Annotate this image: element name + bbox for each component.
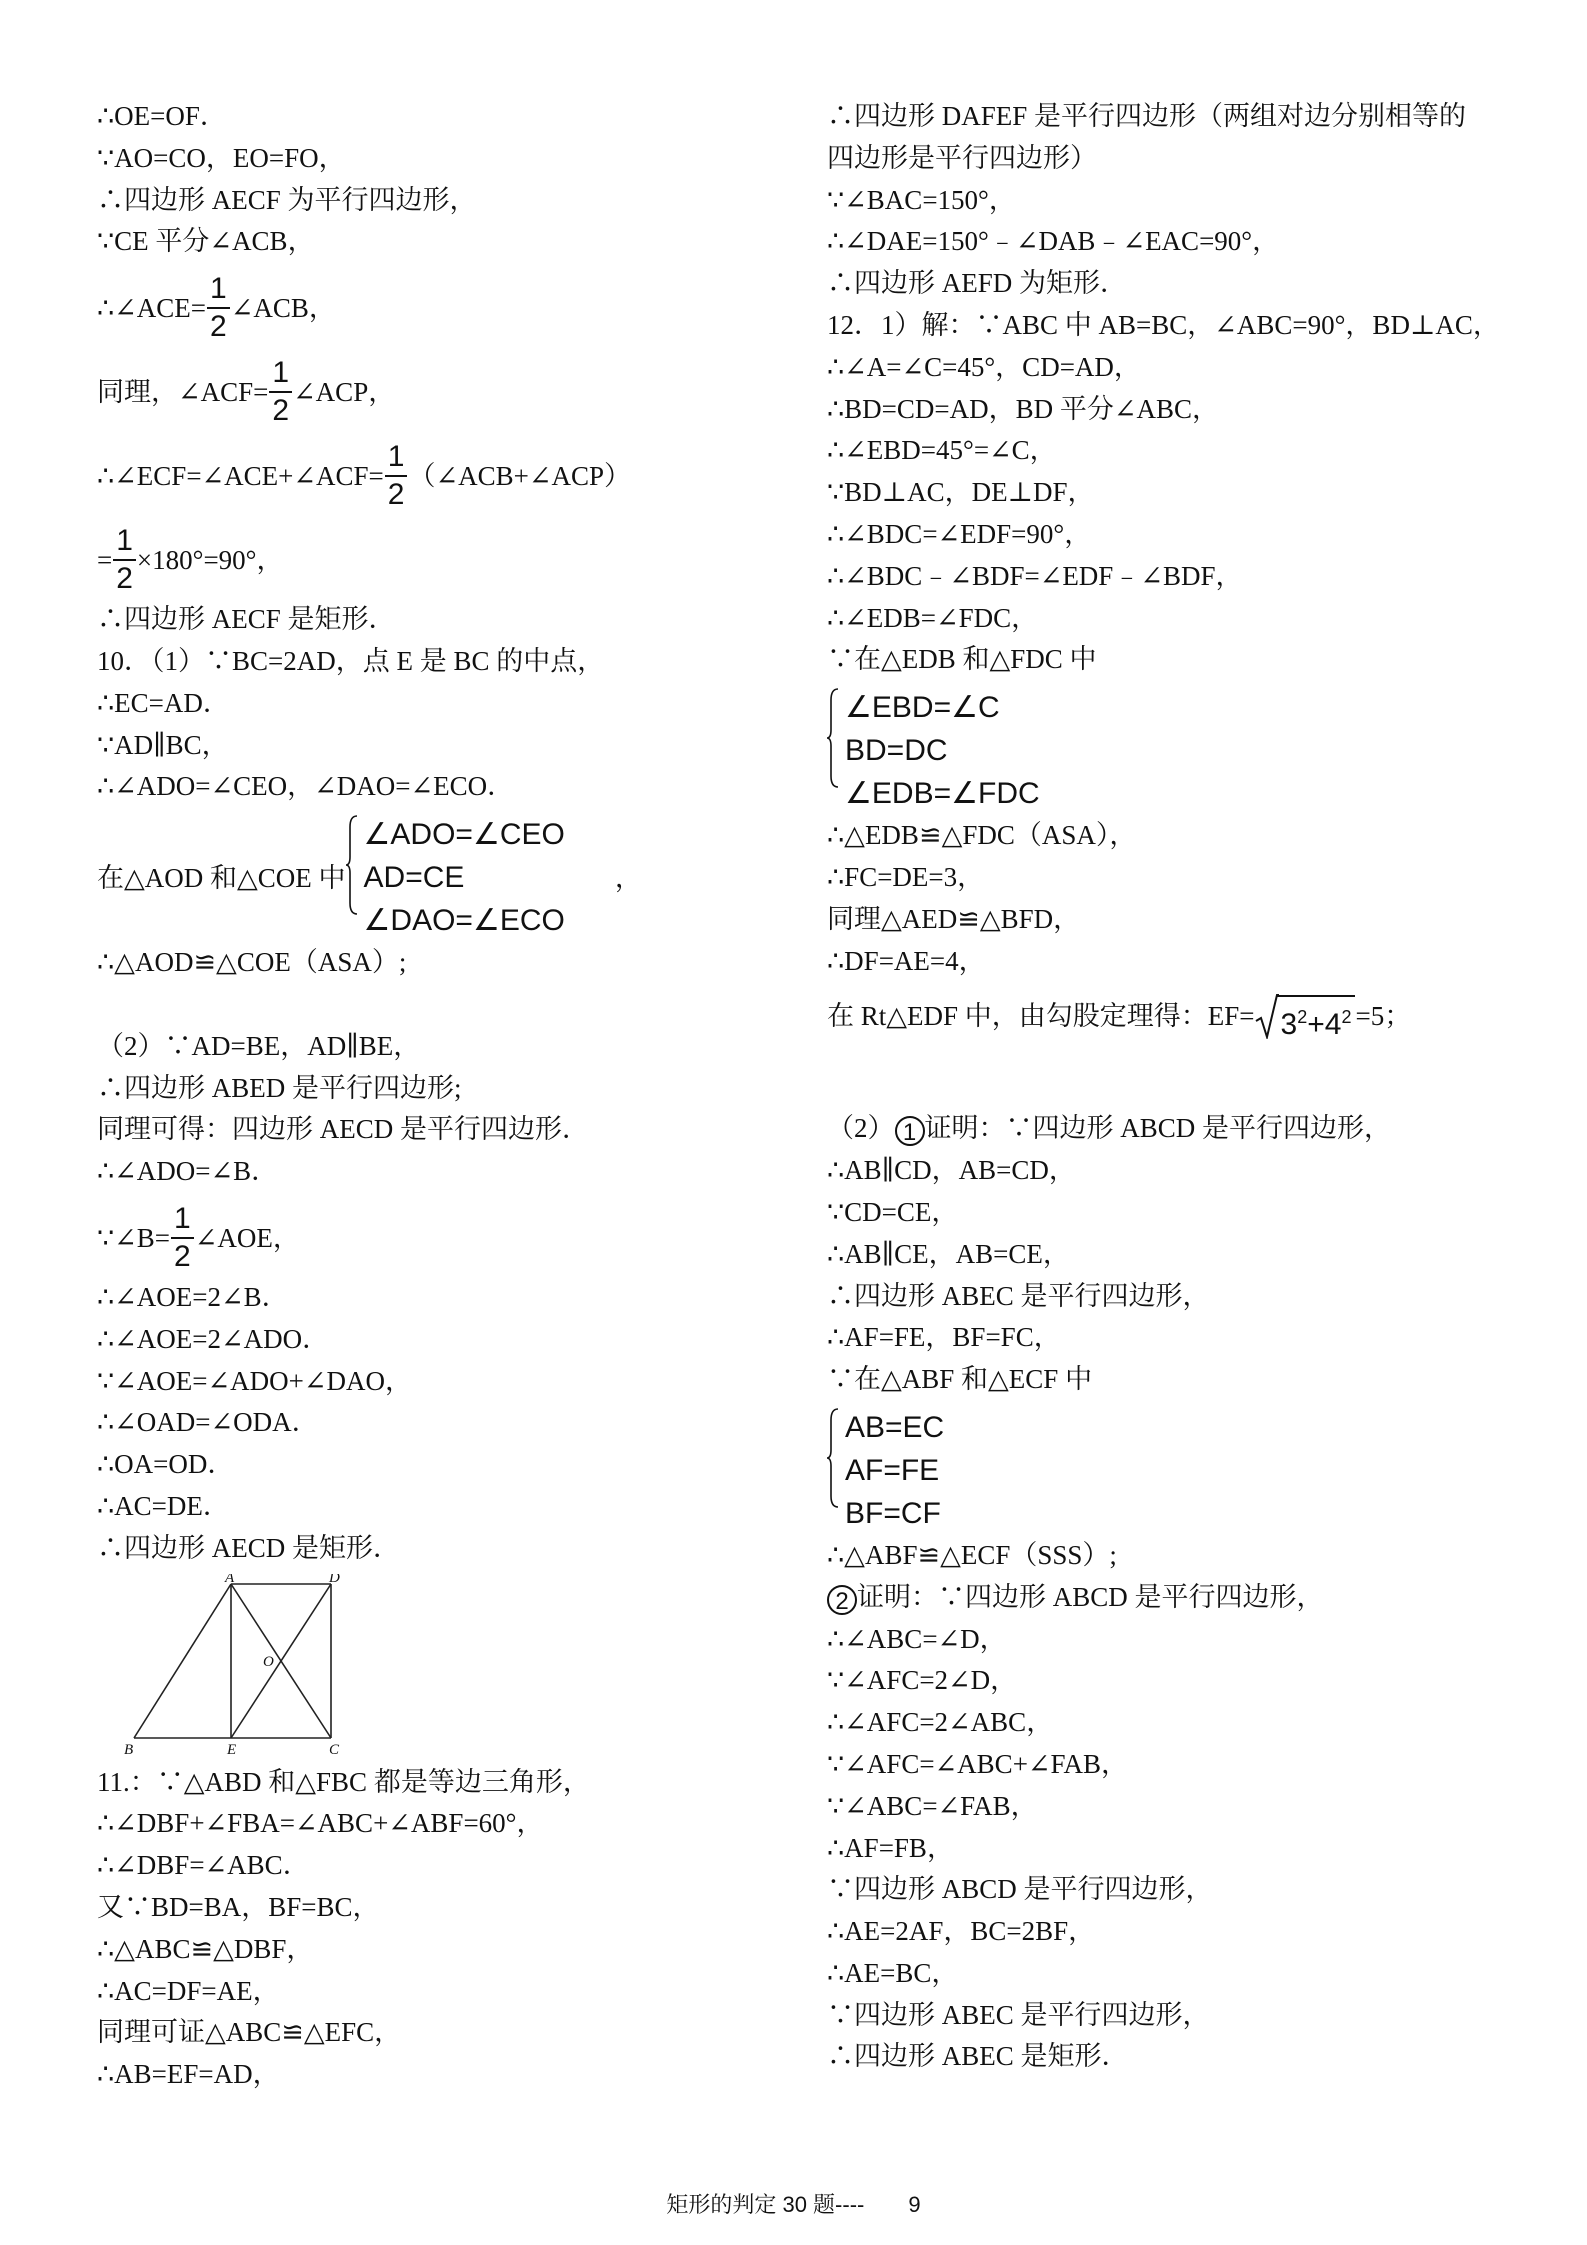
radicand bbox=[1277, 995, 1356, 1045]
text-line bbox=[827, 1108, 1527, 1150]
base: 4 bbox=[1324, 1008, 1342, 1042]
blank-line bbox=[827, 1044, 1527, 1108]
equation-row: AD=CE bbox=[363, 861, 465, 895]
denominator: 2 bbox=[116, 561, 133, 595]
text-line: 又∵BD=BA，BF=BC， bbox=[97, 1891, 380, 1922]
text-line-sqrt bbox=[827, 982, 1527, 1044]
text-segment: 同理，∠ACF= bbox=[97, 376, 269, 407]
text-line: ∴AF=FE，BF=FC， bbox=[827, 1322, 1061, 1353]
text-line: ∵CD=CE， bbox=[827, 1196, 959, 1227]
equation-system bbox=[827, 686, 1040, 815]
right-column bbox=[827, 96, 1527, 2078]
text-line bbox=[827, 1577, 1527, 1619]
fraction bbox=[113, 523, 136, 595]
numerator: 1 bbox=[171, 1204, 194, 1239]
equation-system bbox=[346, 813, 565, 942]
text-line: ∴∠DBF=∠ABC． bbox=[97, 1850, 310, 1881]
left-brace-icon bbox=[827, 1408, 839, 1508]
text-line: ∵∠AOE=∠ADO+∠DAO， bbox=[97, 1365, 412, 1396]
label-e: E bbox=[227, 1741, 237, 1756]
text-line: ∵∠ABC=∠FAB， bbox=[827, 1790, 1038, 1821]
page-footer bbox=[0, 2188, 1587, 2219]
text-segment: （2） bbox=[827, 1113, 895, 1144]
text-line: ∴AE=BC， bbox=[827, 1957, 959, 1988]
text-segment: 证明：∵四边形 ABCD 是平行四边形， bbox=[924, 1113, 1392, 1144]
text-line: ∵四边形 ABEC 是平行四边形， bbox=[827, 1999, 1210, 2030]
numerator: 1 bbox=[207, 274, 230, 309]
text-line-equation-system bbox=[827, 1401, 1527, 1535]
text-line: ∴AF=FB， bbox=[827, 1832, 954, 1863]
exponent: 2 bbox=[1341, 1007, 1352, 1028]
text-line: ∴AC=DE． bbox=[97, 1490, 230, 1521]
text-line: ∴△AOD≌△COE（ASA）; bbox=[97, 947, 407, 978]
text-segment: = bbox=[97, 544, 113, 575]
text-line: ∴∠DBF+∠FBA=∠ABC+∠ABF=60°， bbox=[97, 1808, 544, 1839]
text-line: ∴∠EBD=45°=∠C， bbox=[827, 435, 1057, 466]
text-segment: ， bbox=[614, 862, 642, 893]
text-segment: 在△AOD 和△COE 中 bbox=[97, 862, 346, 893]
text-line: ∵CE 平分∠ACB， bbox=[97, 226, 315, 257]
equation-row: ∠ADO=∠CEO bbox=[363, 818, 565, 852]
radical-sign-icon bbox=[1255, 993, 1279, 1039]
equation-row: BF=CF bbox=[845, 1497, 941, 1531]
text-line: （2）∵AD=BE，AD∥BE， bbox=[97, 1030, 421, 1061]
text-segment: （∠ACB+∠ACP） bbox=[408, 460, 631, 491]
equation-row: ∠EBD=∠C bbox=[845, 691, 1000, 725]
text-segment: ∴∠ECF=∠ACE+∠ACF= bbox=[97, 460, 384, 491]
geometry-figure bbox=[97, 1574, 797, 1756]
text-line: 同理可证△ABC≌△EFC， bbox=[97, 2017, 402, 2048]
text-line: 四边形是平行四边形） bbox=[827, 142, 1097, 173]
text-line-fraction bbox=[97, 431, 797, 515]
segment-ab bbox=[134, 1584, 231, 1738]
text-segment: ∵∠B= bbox=[97, 1222, 171, 1253]
circled-number-2-icon: 2 bbox=[827, 1585, 857, 1615]
text-line: ∴OE=OF． bbox=[97, 101, 227, 131]
label-b: B bbox=[124, 1741, 134, 1756]
fraction bbox=[385, 439, 408, 511]
square-root bbox=[1255, 993, 1356, 1042]
equation-row: ∠EDB=∠FDC bbox=[845, 777, 1040, 811]
text-line: ∴△EDB≌△FDC（ASA）， bbox=[827, 820, 1137, 851]
label-d: D bbox=[329, 1573, 340, 1586]
text-line: ∴四边形 DAFEF 是平行四边形（两组对边分别相等的 bbox=[827, 101, 1467, 131]
text-line: ∴EC=AD． bbox=[97, 687, 230, 718]
numerator: 1 bbox=[269, 358, 292, 393]
text-line: ∴AB=EF=AD， bbox=[97, 2059, 280, 2090]
text-line: ∴AB∥CE，AB=CE， bbox=[827, 1238, 1070, 1269]
text-segment: ∠AOE， bbox=[194, 1222, 300, 1253]
text-line-equation-system bbox=[827, 681, 1527, 815]
text-line: ∴∠AOE=2∠ADO． bbox=[97, 1323, 330, 1354]
left-column bbox=[97, 96, 797, 2096]
text-line: ∴BD=CD=AD，BD 平分∠ABC， bbox=[827, 393, 1220, 424]
base: 3 bbox=[1280, 1008, 1298, 1042]
denominator: 2 bbox=[387, 477, 405, 511]
label-o: O bbox=[263, 1653, 274, 1670]
text-line: ∵∠AFC=2∠D， bbox=[827, 1665, 1018, 1696]
text-line: ∴AB∥CD，AB=CD， bbox=[827, 1155, 1076, 1186]
text-line: ∴∠A=∠C=45°，CD=AD， bbox=[827, 351, 1141, 382]
fraction bbox=[171, 1201, 194, 1273]
equation-row: AB=EC bbox=[845, 1411, 945, 1445]
text-line: ∴△ABC≌△DBF， bbox=[97, 1933, 314, 1964]
page-number: 9 bbox=[908, 2192, 921, 2217]
label-c: C bbox=[329, 1741, 340, 1756]
text-line: ∵在△EDB 和△FDC 中 bbox=[827, 644, 1097, 675]
text-segment: ∠ACP， bbox=[293, 376, 396, 407]
text-line: ∴∠EDB=∠FDC， bbox=[827, 602, 1039, 633]
equation-row: AF=FE bbox=[845, 1454, 940, 1488]
text-line: ∴四边形 AEFD 为矩形． bbox=[827, 268, 1128, 299]
text-line: ∴四边形 AECD 是矩形． bbox=[97, 1532, 400, 1563]
text-segment: =5； bbox=[1355, 1001, 1412, 1032]
text-line-fraction bbox=[97, 347, 797, 431]
text-segment: 证明：∵四边形 ABCD 是平行四边形， bbox=[857, 1581, 1324, 1612]
text-line: 10．（1）∵BC=2AD，点 E 是 BC 的中点， bbox=[97, 645, 605, 676]
exponent: 2 bbox=[1297, 1007, 1308, 1028]
text-line: ∴∠ABC=∠D， bbox=[827, 1623, 1007, 1654]
text-line-fraction bbox=[97, 1193, 797, 1277]
text-line: ∵AD∥BC， bbox=[97, 729, 229, 760]
equation-system bbox=[827, 1406, 944, 1535]
footer-title: 矩形的判定 30 题---- bbox=[666, 2192, 865, 2217]
text-line: ∵∠AFC=∠ABC+∠FAB， bbox=[827, 1748, 1129, 1779]
left-brace-icon bbox=[346, 815, 358, 915]
circled-number-1-icon: 1 bbox=[895, 1116, 925, 1146]
text-line: ∴AE=2AF，BC=2BF， bbox=[827, 1916, 1096, 1947]
denominator: 2 bbox=[272, 393, 290, 427]
denominator: 2 bbox=[174, 1239, 191, 1273]
text-segment: 在 Rt△EDF 中，由勾股定理得：EF= bbox=[827, 1001, 1255, 1032]
text-line: ∴∠ADO=∠CEO，∠DAO=∠ECO． bbox=[97, 771, 515, 802]
text-line: ∵BD⊥AC，DE⊥DF， bbox=[827, 477, 1095, 508]
text-line: ∴DF=AE=4， bbox=[827, 945, 986, 976]
text-line: ∴∠AOE=2∠B． bbox=[97, 1281, 289, 1312]
text-line: ∴∠AFC=2∠ABC， bbox=[827, 1707, 1054, 1738]
text-line: 同理可得：四边形 AECD 是平行四边形． bbox=[97, 1114, 589, 1145]
text-line: ∵四边形 ABCD 是平行四边形， bbox=[827, 1874, 1213, 1905]
text-line: ∴四边形 ABEC 是平行四边形， bbox=[827, 1280, 1210, 1311]
text-line: ∴四边形 AECF 是矩形． bbox=[97, 604, 396, 635]
text-line: ∴四边形 ABED 是平行四边形; bbox=[97, 1072, 462, 1103]
text-line: ∴∠BDC=∠EDF=90°， bbox=[827, 518, 1092, 549]
text-line-fraction bbox=[97, 263, 797, 347]
text-line-fraction bbox=[97, 515, 797, 599]
text-line: ∴四边形 AECF 为平行四边形， bbox=[97, 184, 477, 215]
text-segment: ∠ACB， bbox=[230, 292, 336, 323]
text-line: ∴∠BDC﹣∠BDF=∠EDF﹣∠BDF， bbox=[827, 560, 1243, 591]
text-line: ∴AC=DF=AE， bbox=[97, 1975, 280, 2006]
text-line: 同理△AED≌△BFD， bbox=[827, 903, 1081, 934]
text-line: ∵AO=CO，EO=FO， bbox=[97, 142, 346, 173]
text-line-equation-system bbox=[97, 808, 797, 942]
text-line: ∴OA=OD． bbox=[97, 1449, 235, 1480]
text-line: 11.：∵△ABD 和△FBC 都是等边三角形， bbox=[97, 1766, 590, 1797]
text-segment: ×180°=90°， bbox=[136, 544, 284, 575]
left-brace-icon bbox=[827, 688, 839, 788]
numerator: 1 bbox=[385, 442, 408, 477]
text-line: ∵∠BAC=150°， bbox=[827, 184, 1016, 215]
trapezoid-rectangle-diagram bbox=[97, 1574, 357, 1756]
fraction bbox=[207, 271, 230, 343]
numerator: 1 bbox=[113, 526, 136, 561]
text-segment: ∴∠ACE= bbox=[97, 292, 207, 323]
text-line: ∴∠DAE=150°﹣∠DAB﹣∠EAC=90°， bbox=[827, 226, 1280, 257]
text-line: ∴FC=DE=3， bbox=[827, 861, 985, 892]
text-line: ∴∠ADO=∠B． bbox=[97, 1156, 279, 1187]
text-line: ∴四边形 ABEC 是矩形． bbox=[827, 2041, 1129, 2072]
plus-sign: + bbox=[1307, 1008, 1325, 1042]
label-a: A bbox=[225, 1573, 235, 1586]
text-line: ∴∠OAD=∠ODA． bbox=[97, 1407, 319, 1438]
text-line: ∴△ABF≌△ECF（SSS）; bbox=[827, 1539, 1117, 1570]
equation-row: ∠DAO=∠ECO bbox=[363, 904, 565, 938]
equation-row: BD=DC bbox=[845, 734, 948, 768]
denominator: 2 bbox=[210, 309, 227, 343]
blank-line bbox=[97, 984, 797, 1026]
fraction bbox=[269, 355, 292, 427]
text-line: 12．1）解：∵ABC 中 AB=BC，∠ABC=90°，BD⊥AC， bbox=[827, 309, 1500, 340]
text-line: ∵在△ABF 和△ECF 中 bbox=[827, 1364, 1093, 1395]
